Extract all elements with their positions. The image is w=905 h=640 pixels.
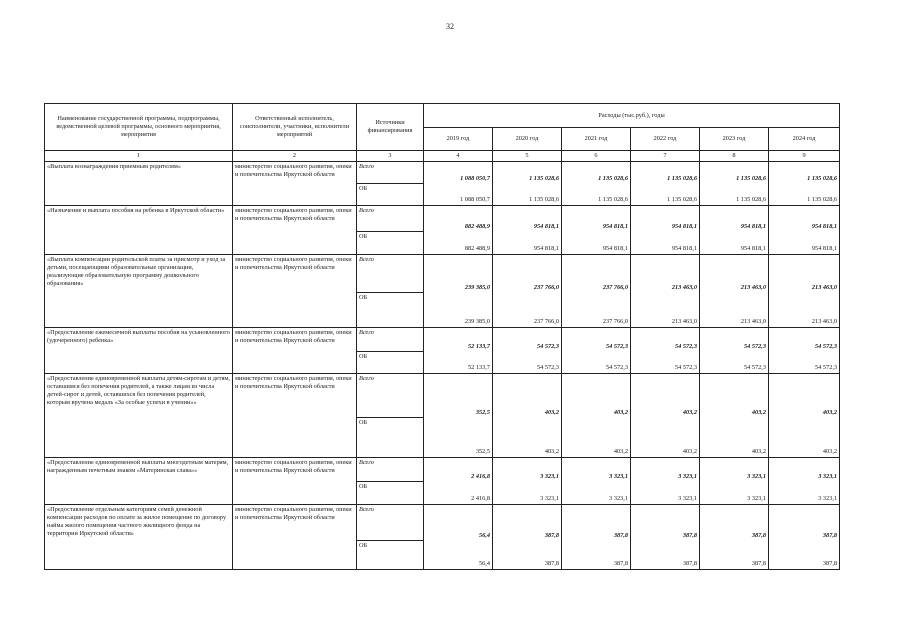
value-regional-cell: 3 323,1 — [562, 482, 631, 505]
value-total-cell: 387,8 — [769, 505, 840, 541]
source-regional-label: ОБ — [357, 352, 424, 374]
value-total-cell: 403,2 — [562, 374, 631, 418]
value-regional-cell: 3 323,1 — [769, 482, 840, 505]
value-regional-cell: 387,8 — [562, 541, 631, 570]
value-total-cell: 54 572,3 — [769, 328, 840, 352]
value-total-cell: 3 323,1 — [562, 458, 631, 482]
program-row-total — [45, 206, 840, 232]
source-total-label: Всего — [357, 458, 424, 482]
program-executor: министерство социального развития, опеки и попечительства Иркутской области — [233, 162, 357, 206]
value-regional-cell: 213 463,0 — [700, 293, 769, 328]
column-number: 2 — [233, 151, 357, 162]
program-row-total — [45, 255, 840, 293]
program-executor: министерство социального развития, опеки и попечительства Иркутской области — [233, 458, 357, 505]
value-total-cell: 213 463,0 — [631, 255, 700, 293]
value-total-cell: 403,2 — [769, 374, 840, 418]
column-number: 7 — [631, 151, 700, 162]
program-executor: министерство социального развития, опеки и попечительства Иркутской области — [233, 505, 357, 570]
value-regional-cell: 403,2 — [700, 418, 769, 458]
value-regional-cell: 54 572,3 — [769, 352, 840, 374]
value-regional-cell: 237 766,0 — [493, 293, 562, 328]
value-regional-cell: 2 416,8 — [424, 482, 493, 505]
value-total-cell: 403,2 — [700, 374, 769, 418]
value-regional-cell: 387,8 — [700, 541, 769, 570]
value-total-cell: 52 133,7 — [424, 328, 493, 352]
source-total-label: Всего — [357, 374, 424, 418]
header-year: 2023 год — [700, 128, 769, 151]
header-executor: Ответственный исполнитель, соисполнители, участники, исполнители мероприятий — [233, 104, 357, 151]
header-year: 2019 год — [424, 128, 493, 151]
value-regional-cell: 1 135 028,6 — [562, 184, 631, 206]
program-name: «Предоставление единовременной выплаты многодетным матерям, награжденным почетным знаком «Материнская слава»» — [45, 458, 233, 505]
value-regional-cell: 403,2 — [769, 418, 840, 458]
value-regional-cell: 213 463,0 — [769, 293, 840, 328]
value-total-cell: 237 766,0 — [493, 255, 562, 293]
value-regional-cell: 1 135 028,6 — [700, 184, 769, 206]
value-regional-cell: 237 766,0 — [562, 293, 631, 328]
value-regional-cell: 3 323,1 — [700, 482, 769, 505]
source-regional-label: ОБ — [357, 293, 424, 328]
column-number-row — [45, 151, 840, 162]
header-year: 2024 год — [769, 128, 840, 151]
program-name: «Предоставление ежемесячной выплаты пособия на усыновленного (удочеренного) ребенка» — [45, 328, 233, 374]
value-regional-cell: 387,8 — [769, 541, 840, 570]
program-executor: министерство социального развития, опеки и попечительства Иркутской области — [233, 255, 357, 328]
header-source: Источники финансирования — [357, 104, 424, 151]
value-regional-cell: 54 572,3 — [493, 352, 562, 374]
value-total-cell: 352,5 — [424, 374, 493, 418]
value-regional-cell: 3 323,1 — [631, 482, 700, 505]
program-executor: министерство социального развития, опеки и попечительства Иркутской области — [233, 328, 357, 374]
program-row-total — [45, 505, 840, 541]
column-number: 5 — [493, 151, 562, 162]
value-regional-cell: 954 818,1 — [493, 232, 562, 255]
value-total-cell: 954 818,1 — [562, 206, 631, 232]
column-number: 3 — [357, 151, 424, 162]
program-name: «Выплата компенсации родительской платы за присмотр и уход за детьми, посещающими образовательные организации, реализующие образовательную программу дошкольного образования» — [45, 255, 233, 328]
source-total-label: Всего — [357, 206, 424, 232]
value-total-cell: 56,4 — [424, 505, 493, 541]
source-regional-label: ОБ — [357, 184, 424, 206]
value-total-cell: 3 323,1 — [493, 458, 562, 482]
value-regional-cell: 54 572,3 — [700, 352, 769, 374]
value-total-cell: 387,8 — [700, 505, 769, 541]
column-number: 1 — [45, 151, 233, 162]
source-regional-label: ОБ — [357, 482, 424, 505]
value-regional-cell: 882 488,9 — [424, 232, 493, 255]
value-regional-cell: 403,2 — [562, 418, 631, 458]
value-total-cell: 403,2 — [493, 374, 562, 418]
value-total-cell: 239 385,0 — [424, 255, 493, 293]
value-regional-cell: 54 572,3 — [631, 352, 700, 374]
column-number: 9 — [769, 151, 840, 162]
value-total-cell: 54 572,3 — [562, 328, 631, 352]
value-regional-cell: 52 133,7 — [424, 352, 493, 374]
program-executor: министерство социального развития, опеки и попечительства Иркутской области — [233, 374, 357, 458]
header-name: Наименование государственной программы, подпрограммы, ведомственной целевой программы, основного мероприятия, мероприятия — [45, 104, 233, 151]
value-total-cell: 387,8 — [493, 505, 562, 541]
value-total-cell: 403,2 — [631, 374, 700, 418]
value-total-cell: 387,8 — [562, 505, 631, 541]
source-regional-label: ОБ — [357, 541, 424, 570]
value-total-cell: 3 323,1 — [769, 458, 840, 482]
budget-table — [44, 103, 840, 570]
value-total-cell: 954 818,1 — [769, 206, 840, 232]
program-row-total — [45, 162, 840, 184]
value-total-cell: 1 135 028,6 — [631, 162, 700, 184]
value-total-cell: 1 135 028,6 — [700, 162, 769, 184]
program-name: «Предоставление единовременной выплаты детям-сиротам и детям, оставшимся без попечения родителей, а также лицам из числа детей-сирот и детей, оставшихся без попечения родителей, которым вручена медаль «За особые успехи в учении»» — [45, 374, 233, 458]
source-regional-label: ОБ — [357, 418, 424, 458]
value-regional-cell: 387,8 — [631, 541, 700, 570]
header-row-1 — [45, 104, 840, 128]
value-regional-cell: 54 572,3 — [562, 352, 631, 374]
value-regional-cell: 1 135 028,6 — [769, 184, 840, 206]
value-regional-cell: 1 088 050,7 — [424, 184, 493, 206]
column-number: 6 — [562, 151, 631, 162]
source-total-label: Всего — [357, 255, 424, 293]
source-total-label: Всего — [357, 328, 424, 352]
source-regional-label: ОБ — [357, 232, 424, 255]
header-year: 2022 год — [631, 128, 700, 151]
value-regional-cell: 387,8 — [493, 541, 562, 570]
value-regional-cell: 239 385,0 — [424, 293, 493, 328]
value-total-cell: 882 488,9 — [424, 206, 493, 232]
source-total-label: Всего — [357, 162, 424, 184]
value-regional-cell: 1 135 028,6 — [631, 184, 700, 206]
source-total-label: Всего — [357, 505, 424, 541]
column-number: 8 — [700, 151, 769, 162]
value-total-cell: 1 135 028,6 — [562, 162, 631, 184]
program-name: «Назначение и выплата пособия на ребенка в Иркутской области» — [45, 206, 233, 255]
header-year: 2021 год — [562, 128, 631, 151]
program-executor: министерство социального развития, опеки и попечительства Иркутской области — [233, 206, 357, 255]
value-total-cell: 3 323,1 — [700, 458, 769, 482]
value-regional-cell: 1 135 028,6 — [493, 184, 562, 206]
column-number: 4 — [424, 151, 493, 162]
value-total-cell: 3 323,1 — [631, 458, 700, 482]
value-total-cell: 213 463,0 — [769, 255, 840, 293]
value-total-cell: 387,8 — [631, 505, 700, 541]
value-regional-cell: 403,2 — [631, 418, 700, 458]
program-name: «Предоставление отдельным категориям семей денежной компенсации расходов по оплате за жилое помещение по договору найма жилого помещения частного жилищного фонда на территории Иркутской области» — [45, 505, 233, 570]
value-regional-cell: 954 818,1 — [769, 232, 840, 255]
program-row-total — [45, 374, 840, 418]
value-total-cell: 2 416,8 — [424, 458, 493, 482]
value-total-cell: 237 766,0 — [562, 255, 631, 293]
value-regional-cell: 213 463,0 — [631, 293, 700, 328]
page-number: 32 — [446, 22, 454, 31]
value-total-cell: 954 818,1 — [631, 206, 700, 232]
value-regional-cell: 3 323,1 — [493, 482, 562, 505]
value-total-cell: 1 135 028,6 — [493, 162, 562, 184]
program-name: «Выплата вознаграждения приемным родителям» — [45, 162, 233, 206]
value-total-cell: 1 088 050,7 — [424, 162, 493, 184]
value-total-cell: 954 818,1 — [493, 206, 562, 232]
value-regional-cell: 954 818,1 — [700, 232, 769, 255]
header-expenses: Расходы (тыс.руб.), годы — [424, 104, 840, 128]
header-year: 2020 год — [493, 128, 562, 151]
value-total-cell: 213 463,0 — [700, 255, 769, 293]
value-total-cell: 54 572,3 — [493, 328, 562, 352]
value-regional-cell: 56,4 — [424, 541, 493, 570]
value-total-cell: 1 135 028,6 — [769, 162, 840, 184]
value-total-cell: 54 572,3 — [700, 328, 769, 352]
value-total-cell: 54 572,3 — [631, 328, 700, 352]
value-regional-cell: 954 818,1 — [562, 232, 631, 255]
value-total-cell: 954 818,1 — [700, 206, 769, 232]
value-regional-cell: 954 818,1 — [631, 232, 700, 255]
value-regional-cell: 352,5 — [424, 418, 493, 458]
program-row-total — [45, 458, 840, 482]
value-regional-cell: 403,2 — [493, 418, 562, 458]
program-row-total — [45, 328, 840, 352]
